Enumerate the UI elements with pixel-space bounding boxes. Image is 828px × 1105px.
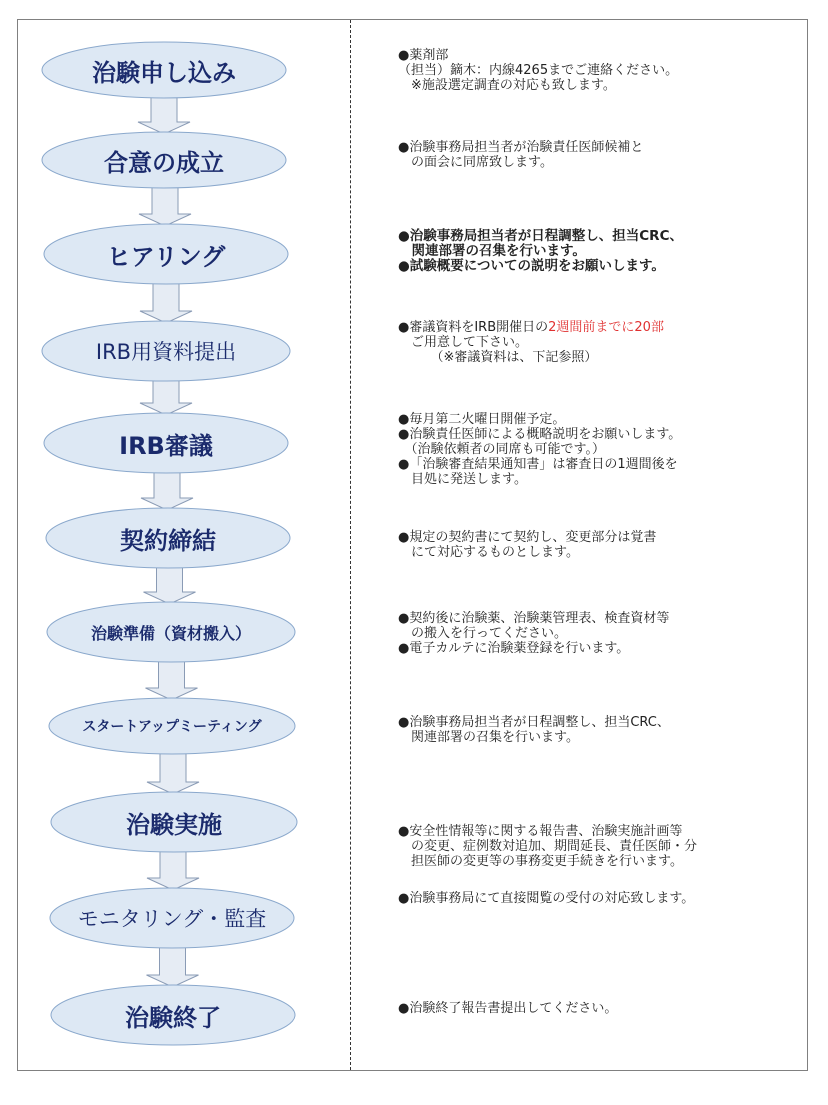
note-application: ●薬剤部 （担当）鏑木：内線4265までご連絡ください。 ※施設選定調査の対応も致します。	[398, 48, 679, 93]
step-label: IRB用資料提出	[95, 340, 237, 364]
note-monitoring: ●治験事務局にて直接閲覧の受付の対応致します。	[398, 891, 695, 906]
step-label: 契約締結	[120, 526, 216, 555]
column-divider	[350, 20, 351, 1070]
step-label: ヒアリング	[106, 242, 226, 271]
note-irb-documents-a: ●審議資料をIRB開催日の	[398, 320, 549, 335]
note-agreement: ●治験事務局担当者が治験責任医師候補と の面会に同席致します。	[398, 140, 644, 170]
step-label: 治験準備（資材搬入）	[90, 623, 251, 643]
flow-arrow	[144, 564, 196, 604]
flow-arrow	[146, 658, 198, 700]
note-irb-documents	[398, 320, 798, 365]
note-startup-meeting: ●治験事務局担当者が日程調整し、担当CRC、 関連部署の召集を行います。	[398, 715, 670, 745]
flow-arrow	[141, 469, 193, 510]
flow-arrow	[138, 94, 190, 134]
step-label: IRB審議	[119, 431, 213, 460]
note-implementation: ●安全性情報等に関する報告書、治験実施計画等 の変更、症例数対追加、期間延長、責任医師・分 担医師の変更等の事務変更手続きを行います。	[398, 824, 698, 869]
flow-arrow	[147, 750, 199, 794]
flow-arrow	[147, 848, 199, 890]
step-label: 合意の成立	[104, 148, 224, 177]
step-label: 治験終了	[125, 1003, 221, 1032]
step-label: 治験実施	[126, 810, 222, 839]
note-contract: ●規定の契約書にて契約し、変更部分は覚書 にて対応するものとします。	[398, 530, 657, 560]
note-irb-documents-deadline: 2週間前までに20部	[548, 320, 664, 335]
step-label: モニタリング・監査	[77, 907, 267, 931]
note-completion: ●治験終了報告書提出してください。	[398, 1001, 618, 1016]
step-label: 治験申し込み	[92, 58, 236, 87]
note-irb-review: ●毎月第二火曜日開催予定。 ●治験責任医師による概略説明をお願いします。 （治験依頼者の同席も可能です。） ●「治験審査結果通知書」は審査日の1週間後を 目処に発送します。	[398, 412, 682, 487]
flow-arrow	[139, 184, 191, 226]
step-label: スタートアップミーティング	[82, 719, 262, 735]
flow-arrow	[140, 280, 192, 323]
note-irb-documents-b: ご用意して下さい。 （※審議資料は、下記参照）	[411, 335, 598, 365]
flow-arrow	[147, 944, 199, 987]
note-hearing: ●治験事務局担当者が日程調整し、担当CRC、 関連部署の召集を行います。 ●試験概要についての説明をお願いします。	[398, 228, 683, 274]
flow-arrow	[140, 377, 192, 415]
note-preparation: ●契約後に治験薬、治験薬管理表、検査資材等 の搬入を行ってください。 ●電子カルテに治験薬登録を行います。	[398, 611, 670, 656]
flowchart	[0, 0, 350, 1105]
